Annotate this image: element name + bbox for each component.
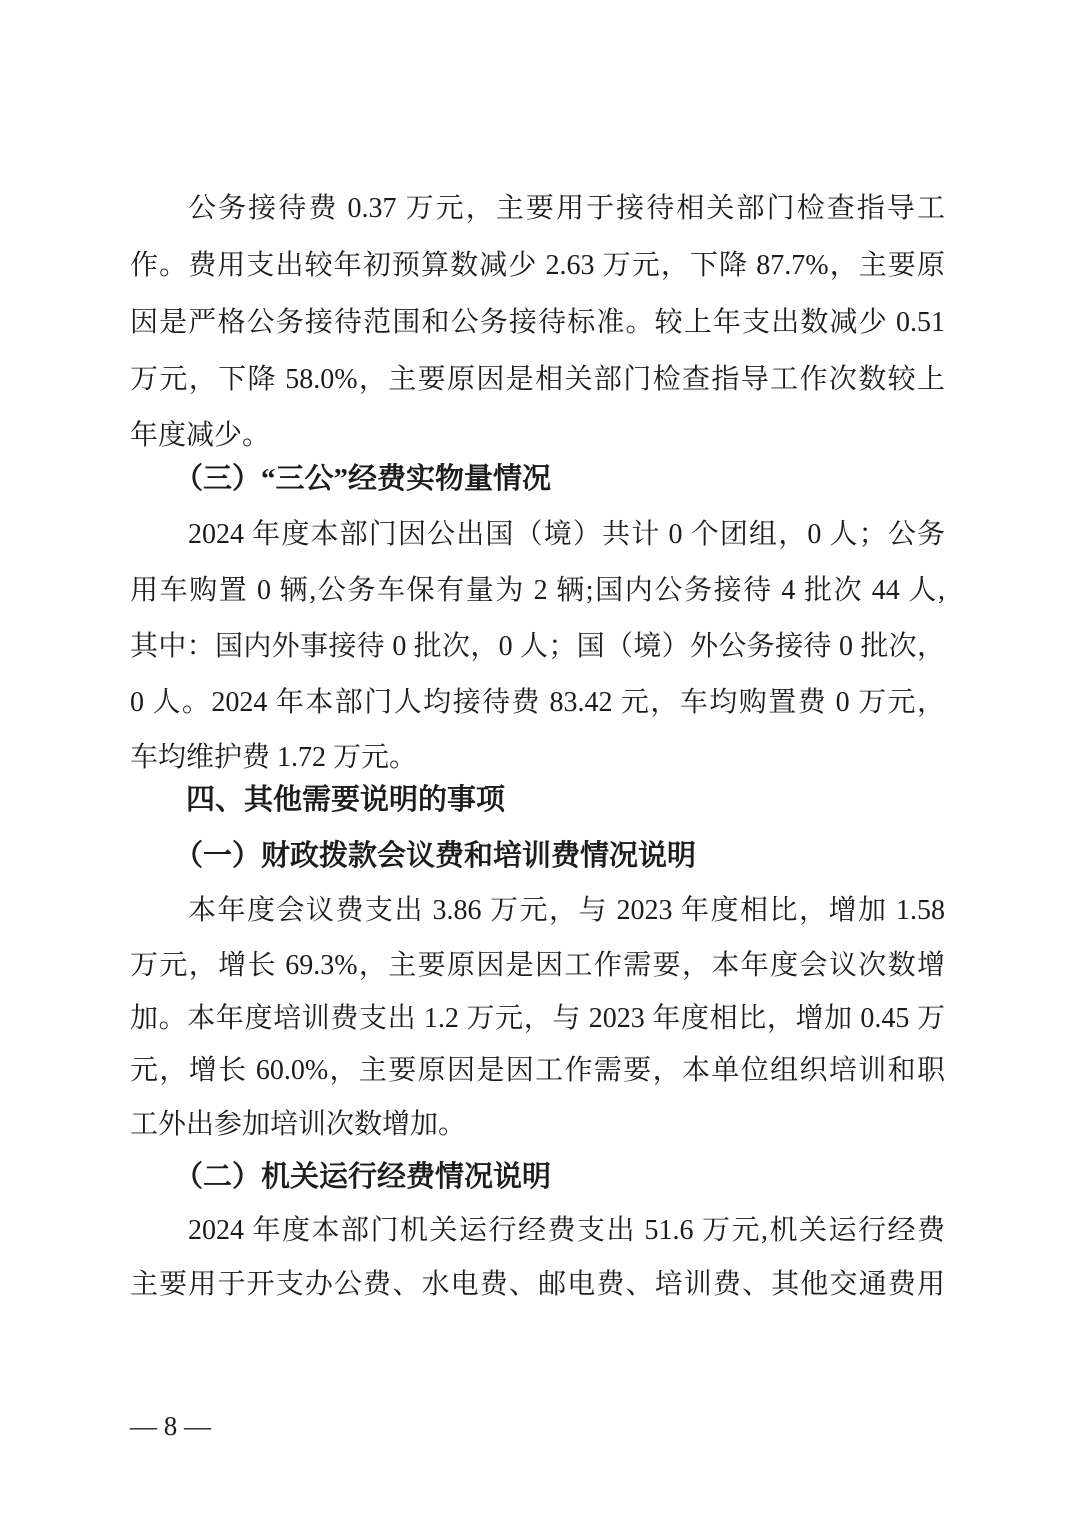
body-line: 工外出参加培训次数增加。 [130,1109,467,1140]
body-line: 其中：国内外事接待 0 批次，0 人；国（境）外公务接待 0 批次， [130,631,945,662]
body-line: 主要用于开支办公费、水电费、邮电费、培训费、其他交通费用 [130,1269,945,1300]
section-heading-level2: （二）机关运行经费情况说明 [174,1161,552,1193]
body-line: 年度减少。 [130,420,271,451]
page-number: — 8 — [130,1411,211,1441]
body-line: 0 人。2024 年本部门人均接待费 83.42 元，车均购置费 0 万元， [130,687,945,718]
body-line: 因是严格公务接待范围和公务接待标准。较上年支出数减少 0.51 [130,307,945,338]
body-line: 万元，下降 58.0%，主要原因是相关部门检查指导工作次数较上 [130,364,945,395]
body-line: 加。本年度培训费支出 1.2 万元，与 2023 年度相比，增加 0.45 万 [130,1003,945,1034]
section-heading-level1: 四、其他需要说明的事项 [186,784,506,816]
section-heading-level2: （三）“三公”经费实物量情况 [174,463,552,495]
body-line: 公务接待费 0.37 万元，主要用于接待相关部门检查指导工 [188,193,945,224]
body-line: 作。费用支出较年初预算数减少 2.63 万元，下降 87.7%，主要原 [130,250,945,281]
body-line: 元，增长 60.0%，主要原因是因工作需要，本单位组织培训和职 [130,1055,945,1086]
body-line: 用车购置 0 辆,公务车保有量为 2 辆;国内公务接待 4 批次 44 人, [130,575,945,606]
body-line: 2024 年度本部门因公出国（境）共计 0 个团组，0 人；公务 [188,519,945,550]
body-line: 本年度会议费支出 3.86 万元，与 2023 年度相比，增加 1.58 [188,895,945,926]
body-line: 车均维护费 1.72 万元。 [130,742,418,773]
section-heading-level2: （一）财政拨款会议费和培训费情况说明 [174,840,697,872]
body-line: 2024 年度本部门机关运行经费支出 51.6 万元,机关运行经费 [188,1215,945,1246]
body-line: 万元，增长 69.3%，主要原因是因工作需要，本年度会议次数增 [130,950,945,981]
